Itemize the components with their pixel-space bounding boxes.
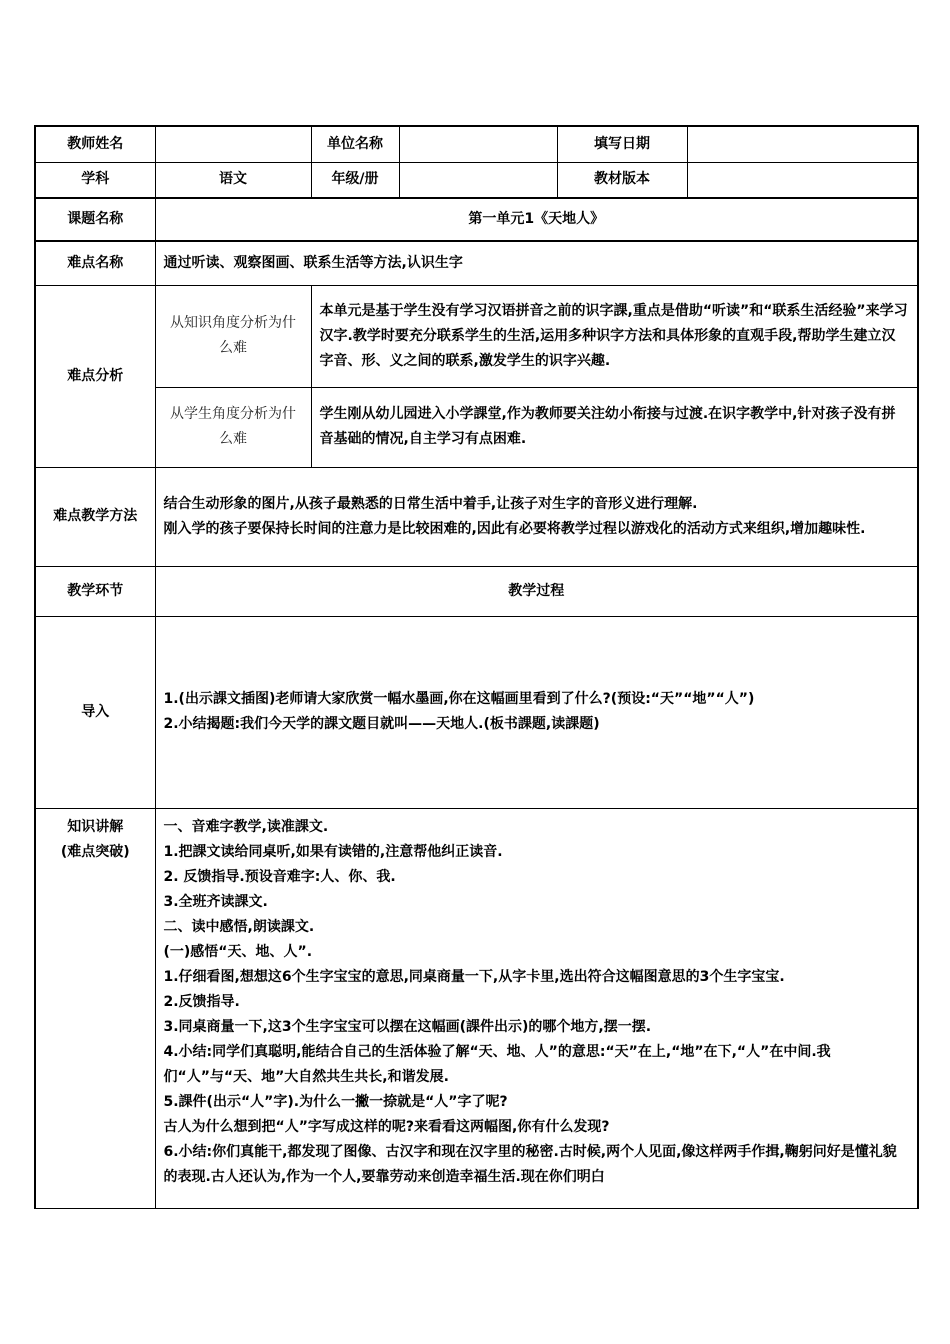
analysis-row-student — [35, 387, 918, 467]
knowledge-line: 4.小结:同学们真聪明,能结合自己的生活体验了解“天、地、人”的意思:“天”在上,“地”在下,“人”在中间.我们“人”与“天、地”大自然共生共长,和谐发展. — [163, 1043, 831, 1085]
knowledge-line: 1.把課文读给同桌听,如果有读错的,注意帮他纠正读音. — [163, 843, 503, 860]
method-text — [155, 467, 918, 566]
topic-label: 课题名称 — [35, 198, 155, 241]
lesson-plan-table — [34, 125, 919, 1209]
edition-value — [687, 162, 918, 198]
grade-label: 年级/册 — [311, 162, 399, 198]
process-header-row — [35, 566, 918, 616]
analysis-row-knowledge — [35, 285, 918, 387]
knowledge-angle-label: 从知识角度分析为什么难 — [155, 285, 311, 387]
intro-line: 2.小结揭题:我们今天学的課文题目就叫——天地人.(板书課题,读課题) — [163, 716, 600, 732]
stage-header: 教学环节 — [35, 566, 155, 616]
teacher-name-label: 教师姓名 — [35, 126, 155, 162]
difficulty-value: 通过听读、观察图画、联系生活等方法,认识生字 — [155, 241, 918, 285]
knowledge-line: 古人为什么想到把“人”字写成这样的呢?来看看这两幅图,你有什么发现? — [163, 1118, 610, 1135]
subject-value: 语文 — [155, 162, 311, 198]
knowledge-line: (一)感悟“天、地、人”. — [163, 943, 313, 960]
knowledge-line: 1.仔细看图,想想这6个生字宝宝的意思,同桌商量一下,从字卡里,选出符合这幅图意思的3个生字宝宝. — [163, 968, 785, 985]
difficulty-row — [35, 241, 918, 285]
fill-date-label: 填写日期 — [557, 126, 687, 162]
intro-label: 导入 — [35, 616, 155, 808]
intro-row — [35, 616, 918, 808]
student-angle-text: 学生刚从幼儿园进入小学課堂,作为教师要关注幼小衔接与过渡.在识字教学中,针对孩子没有拼音基础的情况,自主学习有点困难. — [311, 387, 918, 467]
analysis-label: 难点分析 — [35, 285, 155, 467]
knowledge-line: 3.全班齐读課文. — [163, 893, 268, 910]
knowledge-label-line1: 知识讲解 — [67, 818, 124, 835]
method-row — [35, 467, 918, 566]
header-row-1 — [35, 126, 918, 162]
header-row-2 — [35, 162, 918, 198]
knowledge-row — [35, 808, 918, 1208]
knowledge-angle-text: 本单元是基于学生没有学习汉语拼音之前的识字課,重点是借助“听读”和“联系生活经验”来学习汉字.教学时要充分联系学生的生活,运用多种识字方法和具体形象的直观手段,帮助学生建立汉字音、形、义之间的联系,激发学生的识字兴趣. — [311, 285, 918, 387]
knowledge-line: 5.課件(出示“人”字).为什么一撇一捺就是“人”字了呢? — [163, 1093, 508, 1110]
process-header: 教学过程 — [155, 566, 918, 616]
unit-name-value — [399, 126, 557, 162]
fill-date-value — [687, 126, 918, 162]
knowledge-line: 一、音难字教学,读准課文. — [163, 818, 329, 835]
method-label: 难点教学方法 — [35, 467, 155, 566]
student-angle-label: 从学生角度分析为什么难 — [155, 387, 311, 467]
knowledge-line: 二、读中感悟,朗读課文. — [163, 918, 315, 935]
knowledge-label — [35, 808, 155, 1208]
method-line: 刚入学的孩子要保持长时间的注意力是比较困难的,因此有必要将教学过程以游戏化的活动方式来组织,增加趣味性. — [163, 520, 866, 537]
knowledge-line: 2.反馈指导. — [163, 993, 240, 1010]
grade-value — [399, 162, 557, 198]
intro-line: 1.(出示課文插图)老师请大家欣赏一幅水墨画,你在这幅画里看到了什么?(预设:“天”“地”“人”) — [163, 691, 755, 707]
knowledge-text — [155, 808, 918, 1208]
intro-text — [155, 616, 918, 808]
knowledge-line: 3.同桌商量一下,这3个生字宝宝可以摆在这幅画(課件出示)的哪个地方,摆一摆. — [163, 1018, 652, 1035]
knowledge-line: 2. 反馈指导.预设音难字:人、你、我. — [163, 868, 396, 885]
teacher-name-value — [155, 126, 311, 162]
subject-label: 学科 — [35, 162, 155, 198]
difficulty-label: 难点名称 — [35, 241, 155, 285]
edition-label: 教材版本 — [557, 162, 687, 198]
knowledge-line: 6.小结:你们真能干,都发现了图像、古汉字和现在汉字里的秘密.古时候,两个人见面,像这样两手作揖,鞠躬问好是懂礼貌的表现.古人还认为,作为一个人,要靠劳动来创造幸福生活.现在你们明白 — [163, 1143, 897, 1185]
method-line: 结合生动形象的图片,从孩子最熟悉的日常生活中着手,让孩子对生字的音形义进行理解. — [163, 495, 698, 512]
topic-value: 第一单元1《天地人》 — [155, 198, 918, 241]
unit-name-label: 单位名称 — [311, 126, 399, 162]
topic-row — [35, 198, 918, 241]
knowledge-label-line2: (难点突破) — [60, 843, 130, 860]
